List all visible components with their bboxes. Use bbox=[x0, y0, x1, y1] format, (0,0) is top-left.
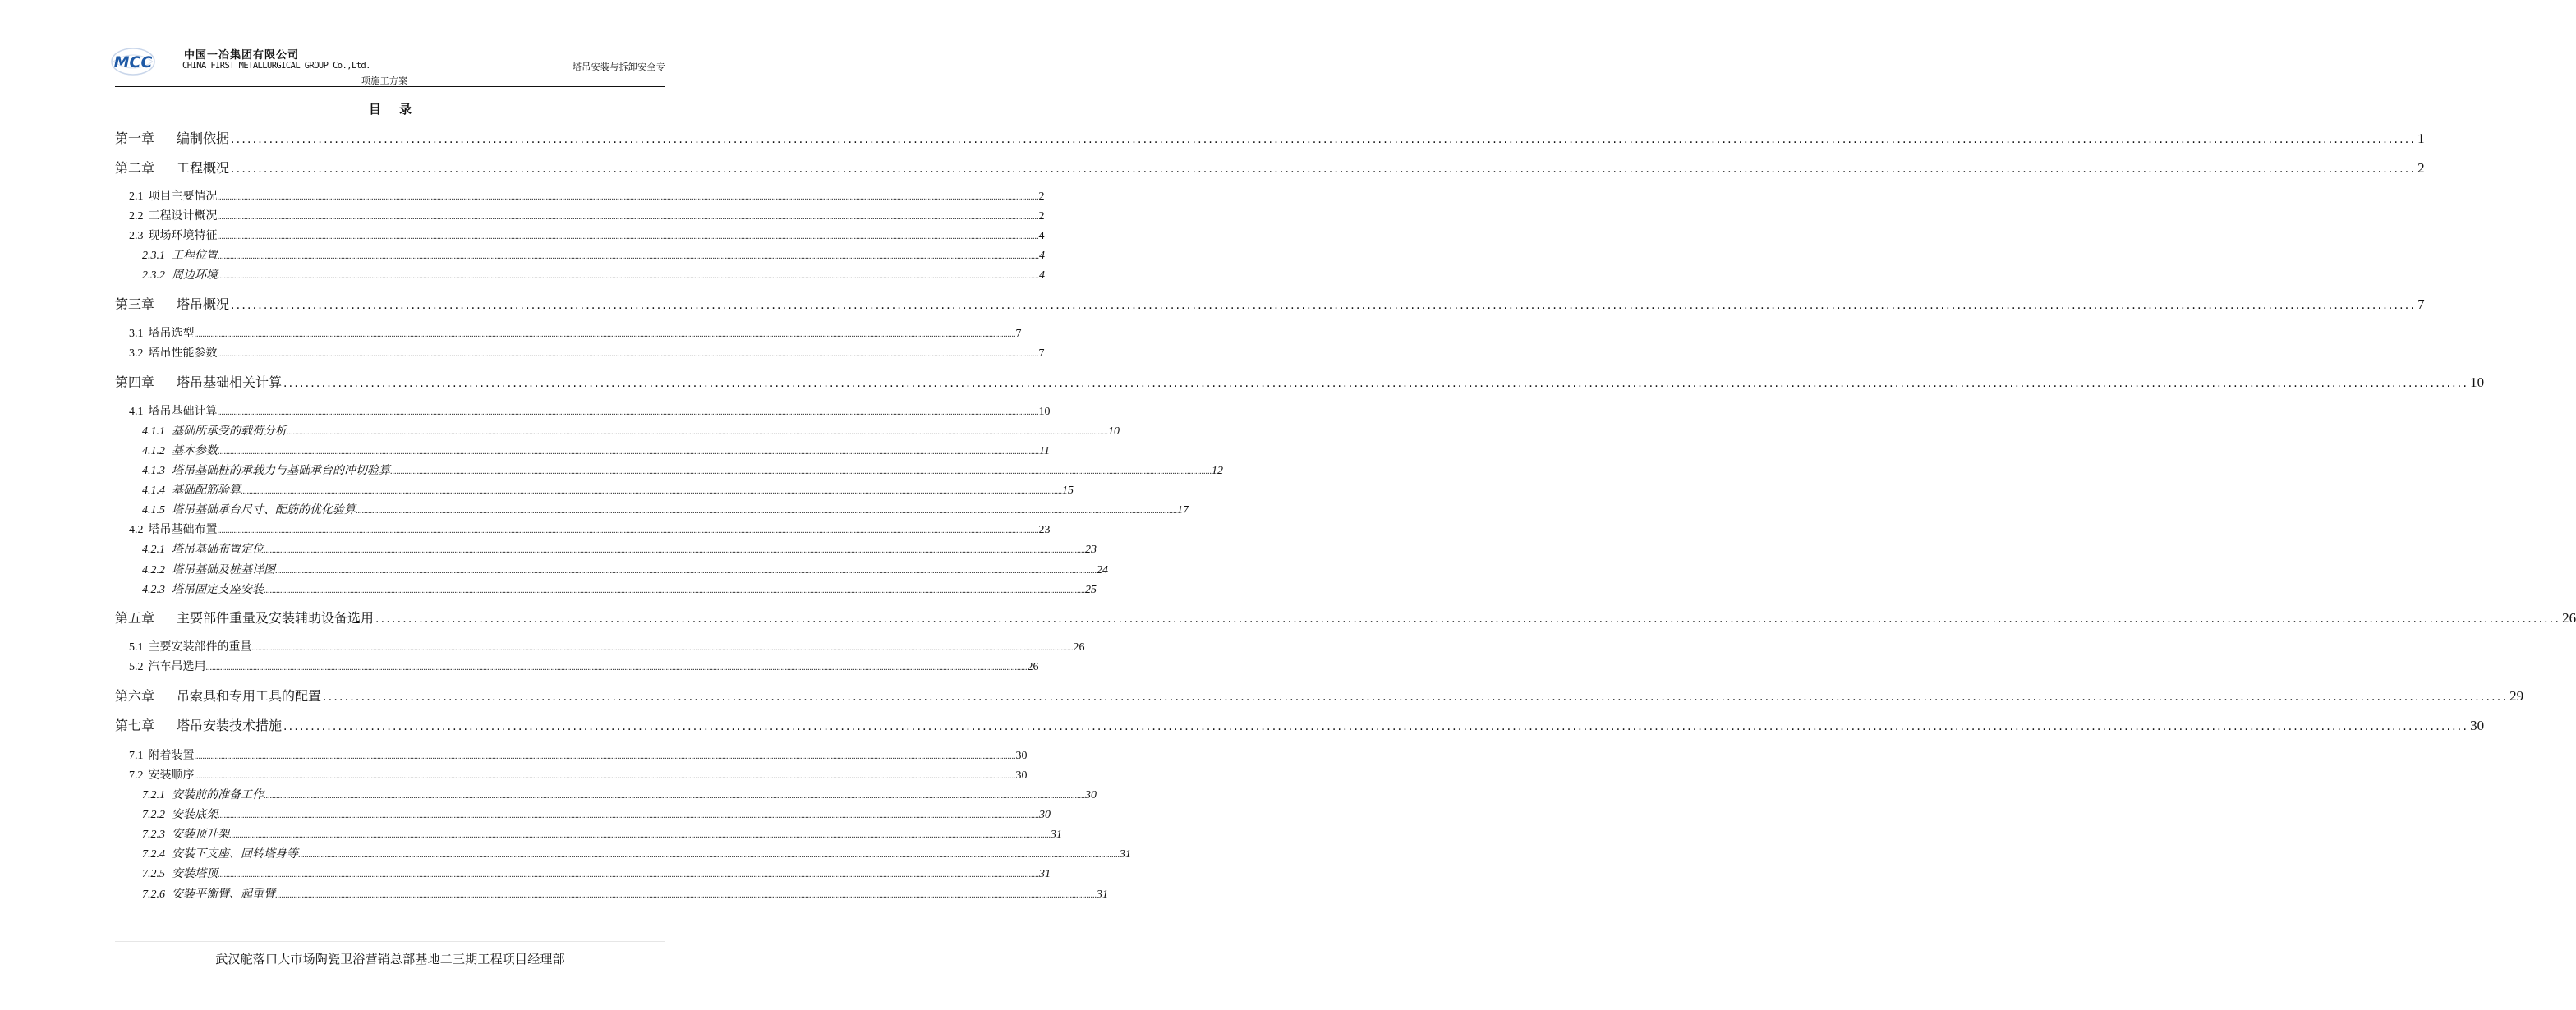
toc-entry-page: 26 bbox=[1073, 641, 1085, 654]
toc-entry-number: 2.1 bbox=[129, 191, 144, 203]
toc-entry-number: 4.1 bbox=[129, 406, 144, 418]
svg-text:MCC: MCC bbox=[113, 53, 153, 71]
toc-entry-page: 24 bbox=[1097, 564, 1108, 576]
toc-entry-title: 塔吊基础及桩基详图 bbox=[172, 564, 275, 576]
toc-entry-number: 5.1 bbox=[129, 641, 144, 654]
toc-entry-label bbox=[129, 324, 195, 341]
toc-entry-title: 塔吊基础计算 bbox=[148, 406, 218, 418]
toc-entry-page: 12 bbox=[1212, 465, 1223, 477]
toc-entry-number: 4.1.2 bbox=[142, 445, 165, 457]
toc-entry-label bbox=[115, 294, 229, 313]
toc-entry-level2[interactable] bbox=[115, 746, 1028, 763]
toc-entry-number: 4.1.1 bbox=[142, 425, 165, 438]
toc-entry-label bbox=[115, 372, 282, 391]
toc-entry-title: 现场环境特征 bbox=[148, 230, 218, 242]
toc-dot-leader: ................................................................................................................................................................................................................................................................................................................................................................................................................ bbox=[298, 851, 1120, 860]
toc-entry-title: 项目主要情况 bbox=[148, 191, 218, 203]
toc-entry-number: 第四章 bbox=[115, 374, 155, 390]
toc-entry-page: 1 bbox=[2417, 131, 2425, 146]
toc-entry-page: 2 bbox=[1038, 210, 1045, 223]
toc-dot-leader: ................................................................................................................................................................................................................................................................................................................................................................................................................ bbox=[356, 507, 1177, 516]
toc-entry-level2[interactable] bbox=[115, 766, 1028, 783]
toc-entry-page: 2 bbox=[1038, 191, 1045, 203]
toc-entry-page: 11 bbox=[1039, 445, 1050, 457]
toc-dot-leader: ................................................................................................................................................................................................................................................................................................................................................................................................................ bbox=[218, 448, 1039, 457]
toc-dot-leader: ................................................................................................................................................................................................................................................................................................................................................................................................................ bbox=[251, 644, 1074, 653]
toc-dot-leader: ................................................................................................................................................................................................................................................................................................................................................................................................................ bbox=[264, 586, 1085, 595]
toc-entry-title: 安装顺序 bbox=[148, 769, 195, 782]
toc-entry-page: 17 bbox=[1177, 504, 1189, 516]
toc-dot-leader: ................................................................................................................................................................................................................................................................................................................................................................................................................ bbox=[217, 526, 1039, 535]
toc-dot-leader: ................................................................................................................................................................................................................................................................................................................................................................................................................ bbox=[205, 663, 1028, 673]
toc-entry-level2[interactable] bbox=[115, 521, 1051, 537]
toc-dot-leader: ................................................................................................................................................................................................................................................................................................................................................................................................................ bbox=[323, 691, 2509, 704]
toc-entry-level3[interactable] bbox=[115, 422, 1120, 438]
toc-entry-title: 安装塔顶 bbox=[172, 868, 218, 880]
toc-entry-title: 安装底架 bbox=[172, 809, 218, 821]
toc-entry-level3[interactable] bbox=[115, 561, 1108, 577]
toc-entry-level1[interactable] bbox=[115, 294, 2425, 315]
toc-entry-label bbox=[142, 806, 218, 822]
toc-entry-label bbox=[142, 825, 229, 842]
toc-entry-number: 3.1 bbox=[129, 328, 144, 340]
toc-entry-title: 工程概况 bbox=[177, 160, 230, 176]
toc-entry-label bbox=[142, 885, 275, 902]
toc-entry-label bbox=[142, 865, 218, 881]
toc-entry-label bbox=[129, 402, 218, 419]
toc-entry-number: 第三章 bbox=[115, 296, 155, 312]
toc-entry-title: 塔吊基础桩的承载力与基础承台的冲切验算 bbox=[172, 465, 390, 477]
toc-entry-title: 汽车吊选用 bbox=[148, 661, 206, 673]
toc-entry-level3[interactable] bbox=[115, 806, 1051, 822]
toc-entry-number: 4.1.3 bbox=[142, 465, 165, 477]
toc-entry-label bbox=[142, 540, 264, 557]
toc-entry-label bbox=[115, 128, 229, 147]
toc-entry-label bbox=[129, 746, 195, 763]
toc-dot-leader: ................................................................................................................................................................................................................................................................................................................................................................................................................ bbox=[287, 428, 1108, 437]
toc-entry-page: 26 bbox=[2562, 610, 2576, 626]
toc-entry-level3[interactable] bbox=[115, 540, 1097, 557]
toc-entry-label bbox=[142, 246, 218, 263]
toc-entry-level3[interactable] bbox=[115, 266, 1045, 282]
toc-entry-label bbox=[129, 187, 218, 204]
toc-entry-title: 附着装置 bbox=[148, 750, 195, 762]
toc-dot-leader: ................................................................................................................................................................................................................................................................................................................................................................................................................ bbox=[194, 752, 1016, 761]
toc-dot-leader: ................................................................................................................................................................................................................................................................................................................................................................................................................ bbox=[231, 163, 2417, 176]
toc-entry-page: 4 bbox=[1039, 269, 1045, 282]
mcc-logo-icon bbox=[110, 47, 156, 76]
toc-entry-number: 第一章 bbox=[115, 131, 155, 146]
toc-entry-number: 7.2.2 bbox=[142, 809, 165, 821]
toc-entry-level3[interactable] bbox=[115, 845, 1131, 861]
toc-entry-level2[interactable] bbox=[115, 638, 1085, 654]
toc-entry-number: 2.3 bbox=[129, 230, 144, 242]
toc-dot-leader: ................................................................................................................................................................................................................................................................................................................................................................................................................ bbox=[218, 811, 1039, 820]
toc-entry-page: 10 bbox=[2470, 374, 2485, 390]
toc-entry-number: 4.2.3 bbox=[142, 584, 165, 596]
toc-dot-leader: ................................................................................................................................................................................................................................................................................................................................................................................................................ bbox=[283, 377, 2469, 390]
toc-entry-level1[interactable] bbox=[115, 372, 2485, 393]
toc-entry-page: 4 bbox=[1039, 250, 1045, 262]
toc-entry-page: 30 bbox=[1085, 789, 1097, 801]
toc-entry-title: 塔吊基础承台尺寸、配筋的优化验算 bbox=[172, 504, 356, 516]
page-footer: 武汉舵落口大市场陶瓷卫浴营销总部基地二三期工程项目经理部 bbox=[215, 953, 565, 966]
toc-entry-level3[interactable] bbox=[115, 865, 1051, 881]
toc-entry-level1[interactable] bbox=[115, 158, 2425, 179]
toc-entry-number: 4.2.1 bbox=[142, 544, 165, 556]
toc-entry-level2[interactable] bbox=[115, 402, 1051, 419]
toc-entry-number: 4.1.5 bbox=[142, 504, 165, 516]
toc-entry-number: 7.2.1 bbox=[142, 789, 165, 801]
toc-entry-number: 7.1 bbox=[129, 750, 144, 762]
toc-entry-level3[interactable] bbox=[115, 246, 1045, 263]
toc-entry-page: 4 bbox=[1038, 230, 1045, 242]
toc-entry-title: 塔吊安装技术措施 bbox=[177, 718, 283, 733]
toc-dot-leader: ................................................................................................................................................................................................................................................................................................................................................................................................................ bbox=[194, 772, 1016, 781]
toc-dot-leader: ................................................................................................................................................................................................................................................................................................................................................................................................................ bbox=[218, 870, 1039, 879]
toc-dot-leader: ................................................................................................................................................................................................................................................................................................................................................................................................................ bbox=[283, 720, 2469, 733]
toc-dot-leader: ................................................................................................................................................................................................................................................................................................................................................................................................................ bbox=[264, 546, 1085, 555]
toc-entry-level3[interactable] bbox=[115, 786, 1097, 802]
toc-entry-title: 基本参数 bbox=[172, 445, 218, 457]
toc-entry-label bbox=[129, 766, 195, 783]
toc-dot-leader: ................................................................................................................................................................................................................................................................................................................................................................................................................ bbox=[217, 350, 1039, 359]
toc-entry-page: 15 bbox=[1062, 484, 1074, 497]
toc-entry-label bbox=[142, 501, 356, 517]
toc-entry-title: 安装前的准备工作 bbox=[172, 789, 264, 801]
document-title-line2: 项施工方案 bbox=[361, 76, 408, 86]
toc-entry-title: 安装下支座、回转塔身等 bbox=[172, 848, 298, 861]
toc-entry-page: 26 bbox=[1027, 661, 1039, 673]
toc-entry-label bbox=[129, 638, 252, 654]
toc-dot-leader: ................................................................................................................................................................................................................................................................................................................................................................................................................ bbox=[241, 487, 1062, 496]
toc-entry-page: 29 bbox=[2509, 688, 2524, 704]
toc-entry-number: 3.2 bbox=[129, 347, 144, 360]
toc-entry-label bbox=[115, 686, 321, 705]
toc-entry-level3[interactable] bbox=[115, 885, 1108, 902]
toc-entry-label bbox=[142, 442, 218, 458]
header-divider bbox=[115, 86, 665, 87]
toc-entry-title: 塔吊性能参数 bbox=[148, 347, 218, 360]
toc-entry-level1[interactable] bbox=[115, 128, 2425, 149]
toc-entry-title: 安装顶升架 bbox=[172, 829, 229, 841]
toc-entry-label bbox=[142, 561, 275, 577]
toc-entry-level2[interactable] bbox=[115, 187, 1045, 204]
toc-entry-title: 塔吊基础相关计算 bbox=[177, 374, 283, 390]
toc-entry-level3[interactable] bbox=[115, 581, 1097, 597]
toc-entry-page: 10 bbox=[1108, 425, 1120, 438]
toc-dot-leader: ................................................................................................................................................................................................................................................................................................................................................................................................................ bbox=[390, 467, 1212, 476]
toc-entry-label bbox=[129, 344, 218, 360]
toc-entry-label bbox=[129, 521, 218, 537]
toc-dot-leader: ................................................................................................................................................................................................................................................................................................................................................................................................................ bbox=[217, 193, 1039, 202]
toc-entry-number: 7.2.4 bbox=[142, 848, 165, 861]
toc-entry-page: 30 bbox=[1015, 750, 1028, 762]
toc-entry-level1[interactable] bbox=[115, 715, 2485, 737]
toc-entry-label bbox=[142, 266, 218, 282]
toc-entry-number: 4.1.4 bbox=[142, 484, 165, 497]
toc-dot-leader: ................................................................................................................................................................................................................................................................................................................................................................................................................ bbox=[229, 831, 1051, 840]
toc-entry-title: 主要部件重量及安装辅助设备选用 bbox=[177, 610, 375, 626]
toc-entry-page: 30 bbox=[2470, 718, 2485, 733]
toc-entry-level2[interactable] bbox=[115, 227, 1045, 243]
toc-dot-leader: ................................................................................................................................................................................................................................................................................................................................................................................................................ bbox=[217, 232, 1039, 241]
toc-entry-title: 工程设计概况 bbox=[148, 210, 218, 223]
toc-dot-leader: ................................................................................................................................................................................................................................................................................................................................................................................................................ bbox=[231, 299, 2417, 312]
toc-dot-leader: ................................................................................................................................................................................................................................................................................................................................................................................................................ bbox=[275, 567, 1097, 576]
toc-entry-level3[interactable] bbox=[115, 825, 1062, 842]
toc-entry-label bbox=[142, 461, 390, 478]
toc-entry-number: 第二章 bbox=[115, 160, 155, 176]
document-title-line1: 塔吊安装与拆卸安全专 bbox=[573, 62, 665, 72]
toc-entry-page: 31 bbox=[1051, 829, 1062, 841]
toc-entry-page: 7 bbox=[2417, 296, 2425, 312]
toc-entry-label bbox=[129, 227, 218, 243]
toc-entry-page: 7 bbox=[1015, 328, 1022, 340]
toc-entry-label bbox=[115, 158, 229, 177]
toc-entry-title: 周边环境 bbox=[172, 269, 218, 282]
toc-dot-leader: ................................................................................................................................................................................................................................................................................................................................................................................................................ bbox=[375, 613, 2561, 626]
toc-entry-number: 7.2.5 bbox=[142, 868, 165, 880]
toc-entry-number: 2.2 bbox=[129, 210, 144, 223]
footer-divider bbox=[115, 941, 665, 942]
toc-dot-leader: ................................................................................................................................................................................................................................................................................................................................................................................................................ bbox=[275, 891, 1097, 900]
toc-entry-title: 塔吊固定支座安装 bbox=[172, 584, 264, 596]
toc-dot-leader: ................................................................................................................................................................................................................................................................................................................................................................................................................ bbox=[231, 133, 2417, 146]
toc-entry-page: 30 bbox=[1039, 809, 1051, 821]
toc-entry-page: 25 bbox=[1085, 584, 1097, 596]
toc-entry-title: 塔吊概况 bbox=[177, 296, 230, 312]
toc-dot-leader: ................................................................................................................................................................................................................................................................................................................................................................................................................ bbox=[217, 213, 1039, 222]
toc-entry-number: 7.2 bbox=[129, 769, 144, 782]
toc-entry-number: 2.3.2 bbox=[142, 269, 165, 282]
toc-entry-label bbox=[142, 845, 298, 861]
toc-entry-number: 2.3.1 bbox=[142, 250, 165, 262]
toc-entry-title: 安装平衡臂、起重臂 bbox=[172, 888, 275, 901]
company-name-en: CHINA FIRST METALLURGICAL GROUP Co.,Ltd. bbox=[182, 61, 370, 71]
toc-entry-label bbox=[115, 608, 374, 627]
toc-entry-label bbox=[115, 715, 282, 734]
toc-entry-title: 工程位置 bbox=[172, 250, 218, 262]
toc-entry-level2[interactable] bbox=[115, 658, 1039, 674]
toc-entry-number: 5.2 bbox=[129, 661, 144, 673]
toc-entry-label bbox=[129, 658, 206, 674]
toc-entry-page: 10 bbox=[1038, 406, 1051, 418]
toc-entry-level1[interactable] bbox=[115, 608, 2576, 629]
toc-entry-level2[interactable] bbox=[115, 324, 1022, 341]
toc-entry-number: 第七章 bbox=[115, 718, 155, 733]
toc-entry-title: 塔吊基础布置定位 bbox=[172, 544, 264, 556]
toc-entry-number: 4.2 bbox=[129, 524, 144, 536]
toc-entry-title: 塔吊选型 bbox=[148, 328, 195, 340]
toc-entry-page: 23 bbox=[1085, 544, 1097, 556]
toc-entry-level3[interactable] bbox=[115, 501, 1189, 517]
toc-entry-title: 基础所承受的载荷分析 bbox=[172, 425, 287, 438]
toc-entry-number: 7.2.6 bbox=[142, 888, 165, 901]
toc-entry-title: 基础配筋验算 bbox=[172, 484, 241, 497]
toc-entry-page: 2 bbox=[2417, 160, 2425, 176]
toc-entry-level2[interactable] bbox=[115, 344, 1045, 360]
toc-title: 目录 bbox=[368, 102, 430, 117]
toc-dot-leader: ................................................................................................................................................................................................................................................................................................................................................................................................................ bbox=[218, 272, 1039, 281]
toc-entry-page: 31 bbox=[1039, 868, 1051, 880]
toc-entry-title: 吊索具和专用工具的配置 bbox=[177, 688, 322, 704]
toc-entry-label bbox=[142, 581, 264, 597]
toc-entry-level1[interactable] bbox=[115, 686, 2524, 707]
toc-entry-title: 主要安装部件的重量 bbox=[148, 641, 252, 654]
toc-entry-number: 第五章 bbox=[115, 610, 155, 626]
company-name-cn: 中国一冶集团有限公司 bbox=[184, 49, 300, 62]
toc-entry-page: 7 bbox=[1038, 347, 1045, 360]
toc-entry-title: 塔吊基础布置 bbox=[148, 524, 218, 536]
toc-entry-level3[interactable] bbox=[115, 442, 1050, 458]
toc-entry-page: 23 bbox=[1038, 524, 1051, 536]
toc-entry-level2[interactable] bbox=[115, 207, 1045, 223]
toc-entry-label bbox=[142, 786, 264, 802]
toc-entry-title: 编制依据 bbox=[177, 131, 230, 146]
toc-dot-leader: ................................................................................................................................................................................................................................................................................................................................................................................................................ bbox=[194, 330, 1016, 339]
toc-dot-leader: ................................................................................................................................................................................................................................................................................................................................................................................................................ bbox=[217, 408, 1039, 417]
toc-dot-leader: ................................................................................................................................................................................................................................................................................................................................................................................................................ bbox=[218, 252, 1039, 261]
toc-entry-label bbox=[129, 207, 218, 223]
toc-dot-leader: ................................................................................................................................................................................................................................................................................................................................................................................................................ bbox=[264, 792, 1085, 801]
toc-entry-level3[interactable] bbox=[115, 461, 1223, 478]
toc-entry-label bbox=[142, 481, 241, 498]
toc-entry-number: 4.2.2 bbox=[142, 564, 165, 576]
toc-entry-label bbox=[142, 422, 287, 438]
toc-entry-level3[interactable] bbox=[115, 481, 1074, 498]
toc-entry-page: 31 bbox=[1097, 888, 1108, 901]
toc-entry-number: 7.2.3 bbox=[142, 829, 165, 841]
toc-entry-page: 30 bbox=[1015, 769, 1028, 782]
toc-entry-page: 31 bbox=[1120, 848, 1131, 861]
toc-entry-number: 第六章 bbox=[115, 688, 155, 704]
